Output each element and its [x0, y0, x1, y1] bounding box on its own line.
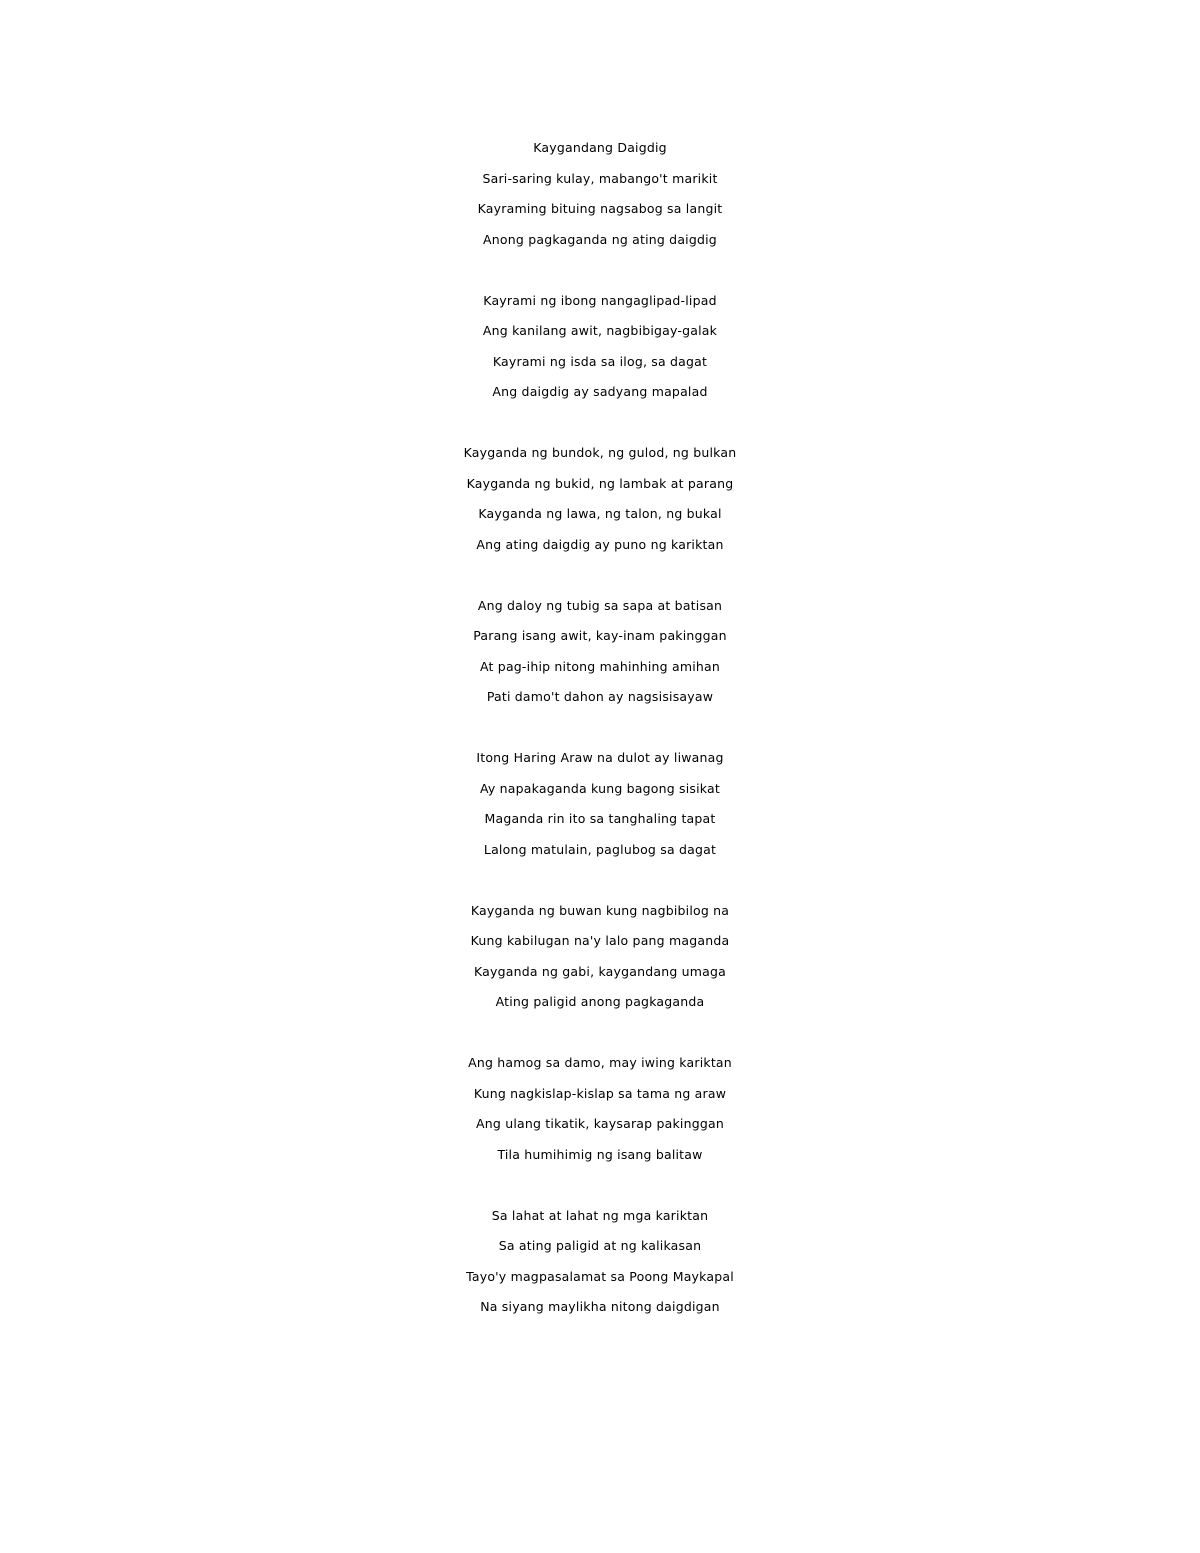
stanza-5 [0, 748, 1200, 870]
poem-line: At pag-ihip nitong mahinhing amihan [480, 658, 720, 674]
stanza-1 [0, 169, 1200, 261]
poem-line: Tila humihimig ng isang balitaw [497, 1146, 703, 1162]
poem-line: Ay napakaganda kung bagong sisikat [480, 780, 720, 796]
poem-line: Kung kabilugan na'y lalo pang maganda [470, 933, 730, 948]
poem-line: Sa lahat at lahat ng mga kariktan [491, 1207, 709, 1223]
poem-line: Kayganda ng lawa, ng talon, ng bukal [478, 506, 722, 521]
poem-line: Tayo'y magpasalamat sa Poong Maykapal [466, 1268, 734, 1284]
poem-line: Maganda rin ito sa tanghaling tapat [484, 811, 716, 826]
poem-title: Kaygandang Daigdig [533, 140, 667, 155]
stanza-break [0, 413, 1200, 444]
stanza-break [0, 565, 1200, 596]
poem-line: Parang isang awit, kay-inam pakinggan [473, 628, 727, 643]
poem-line: Ating paligid anong pagkaganda [495, 994, 705, 1009]
poem-line: Ang hamog sa damo, may iwing kariktan [468, 1055, 732, 1070]
poem-line: Kayganda ng bundok, ng gulod, ng bulkan [463, 445, 737, 460]
poem-line: Ang daigdig ay sadyang mapalad [492, 384, 708, 399]
stanza-4 [0, 596, 1200, 718]
poem-line: Sari-saring kulay, mabango't marikit [482, 170, 718, 186]
stanza-break [0, 718, 1200, 749]
stanza-3 [0, 443, 1200, 565]
stanza-break [0, 1023, 1200, 1054]
poem-line: Ang kanilang awit, nagbibigay-galak [482, 323, 718, 338]
poem-line: Kayganda ng bukid, ng lambak at parang [466, 475, 734, 491]
poem-line: Lalong matulain, paglubog sa dagat [483, 841, 717, 857]
poem [0, 138, 1200, 1328]
poem-line: Kung nagkislap-kislap sa tama ng araw [473, 1085, 727, 1101]
poem-line: Pati damo't dahon ay nagsisisayaw [486, 689, 714, 704]
stanza-break [0, 260, 1200, 291]
stanza-break [0, 1175, 1200, 1206]
poem-line: Ang ating daigdig ay puno ng kariktan [476, 536, 724, 552]
poem-line: Sa ating paligid at ng kalikasan [498, 1238, 702, 1253]
poem-line: Kayganda ng gabi, kaygandang umaga [473, 963, 727, 979]
poem-line: Ang daloy ng tubig sa sapa at batisan [477, 597, 723, 613]
poem-line: Ang ulang tikatik, kaysarap pakinggan [476, 1116, 724, 1131]
stanza-6 [0, 901, 1200, 1023]
stanza-break [0, 870, 1200, 901]
stanza-8 [0, 1206, 1200, 1328]
poem-line: Kayganda ng buwan kung nagbibilog na [470, 902, 730, 918]
poem-line: Kayrami ng ibong nangaglipad-lipad [483, 292, 717, 308]
poem-line: Kayrami ng isda sa ilog, sa dagat [492, 353, 708, 369]
poem-line: Itong Haring Araw na dulot ay liwanag [476, 750, 724, 765]
poem-line: Anong pagkaganda ng ating daigdig [483, 231, 717, 247]
poem-line: Na siyang maylikha nitong daigdigan [480, 1299, 720, 1314]
stanza-2 [0, 291, 1200, 413]
poem-line: Kayraming bituing nagsabog sa langit [477, 201, 723, 216]
stanza-7 [0, 1053, 1200, 1175]
